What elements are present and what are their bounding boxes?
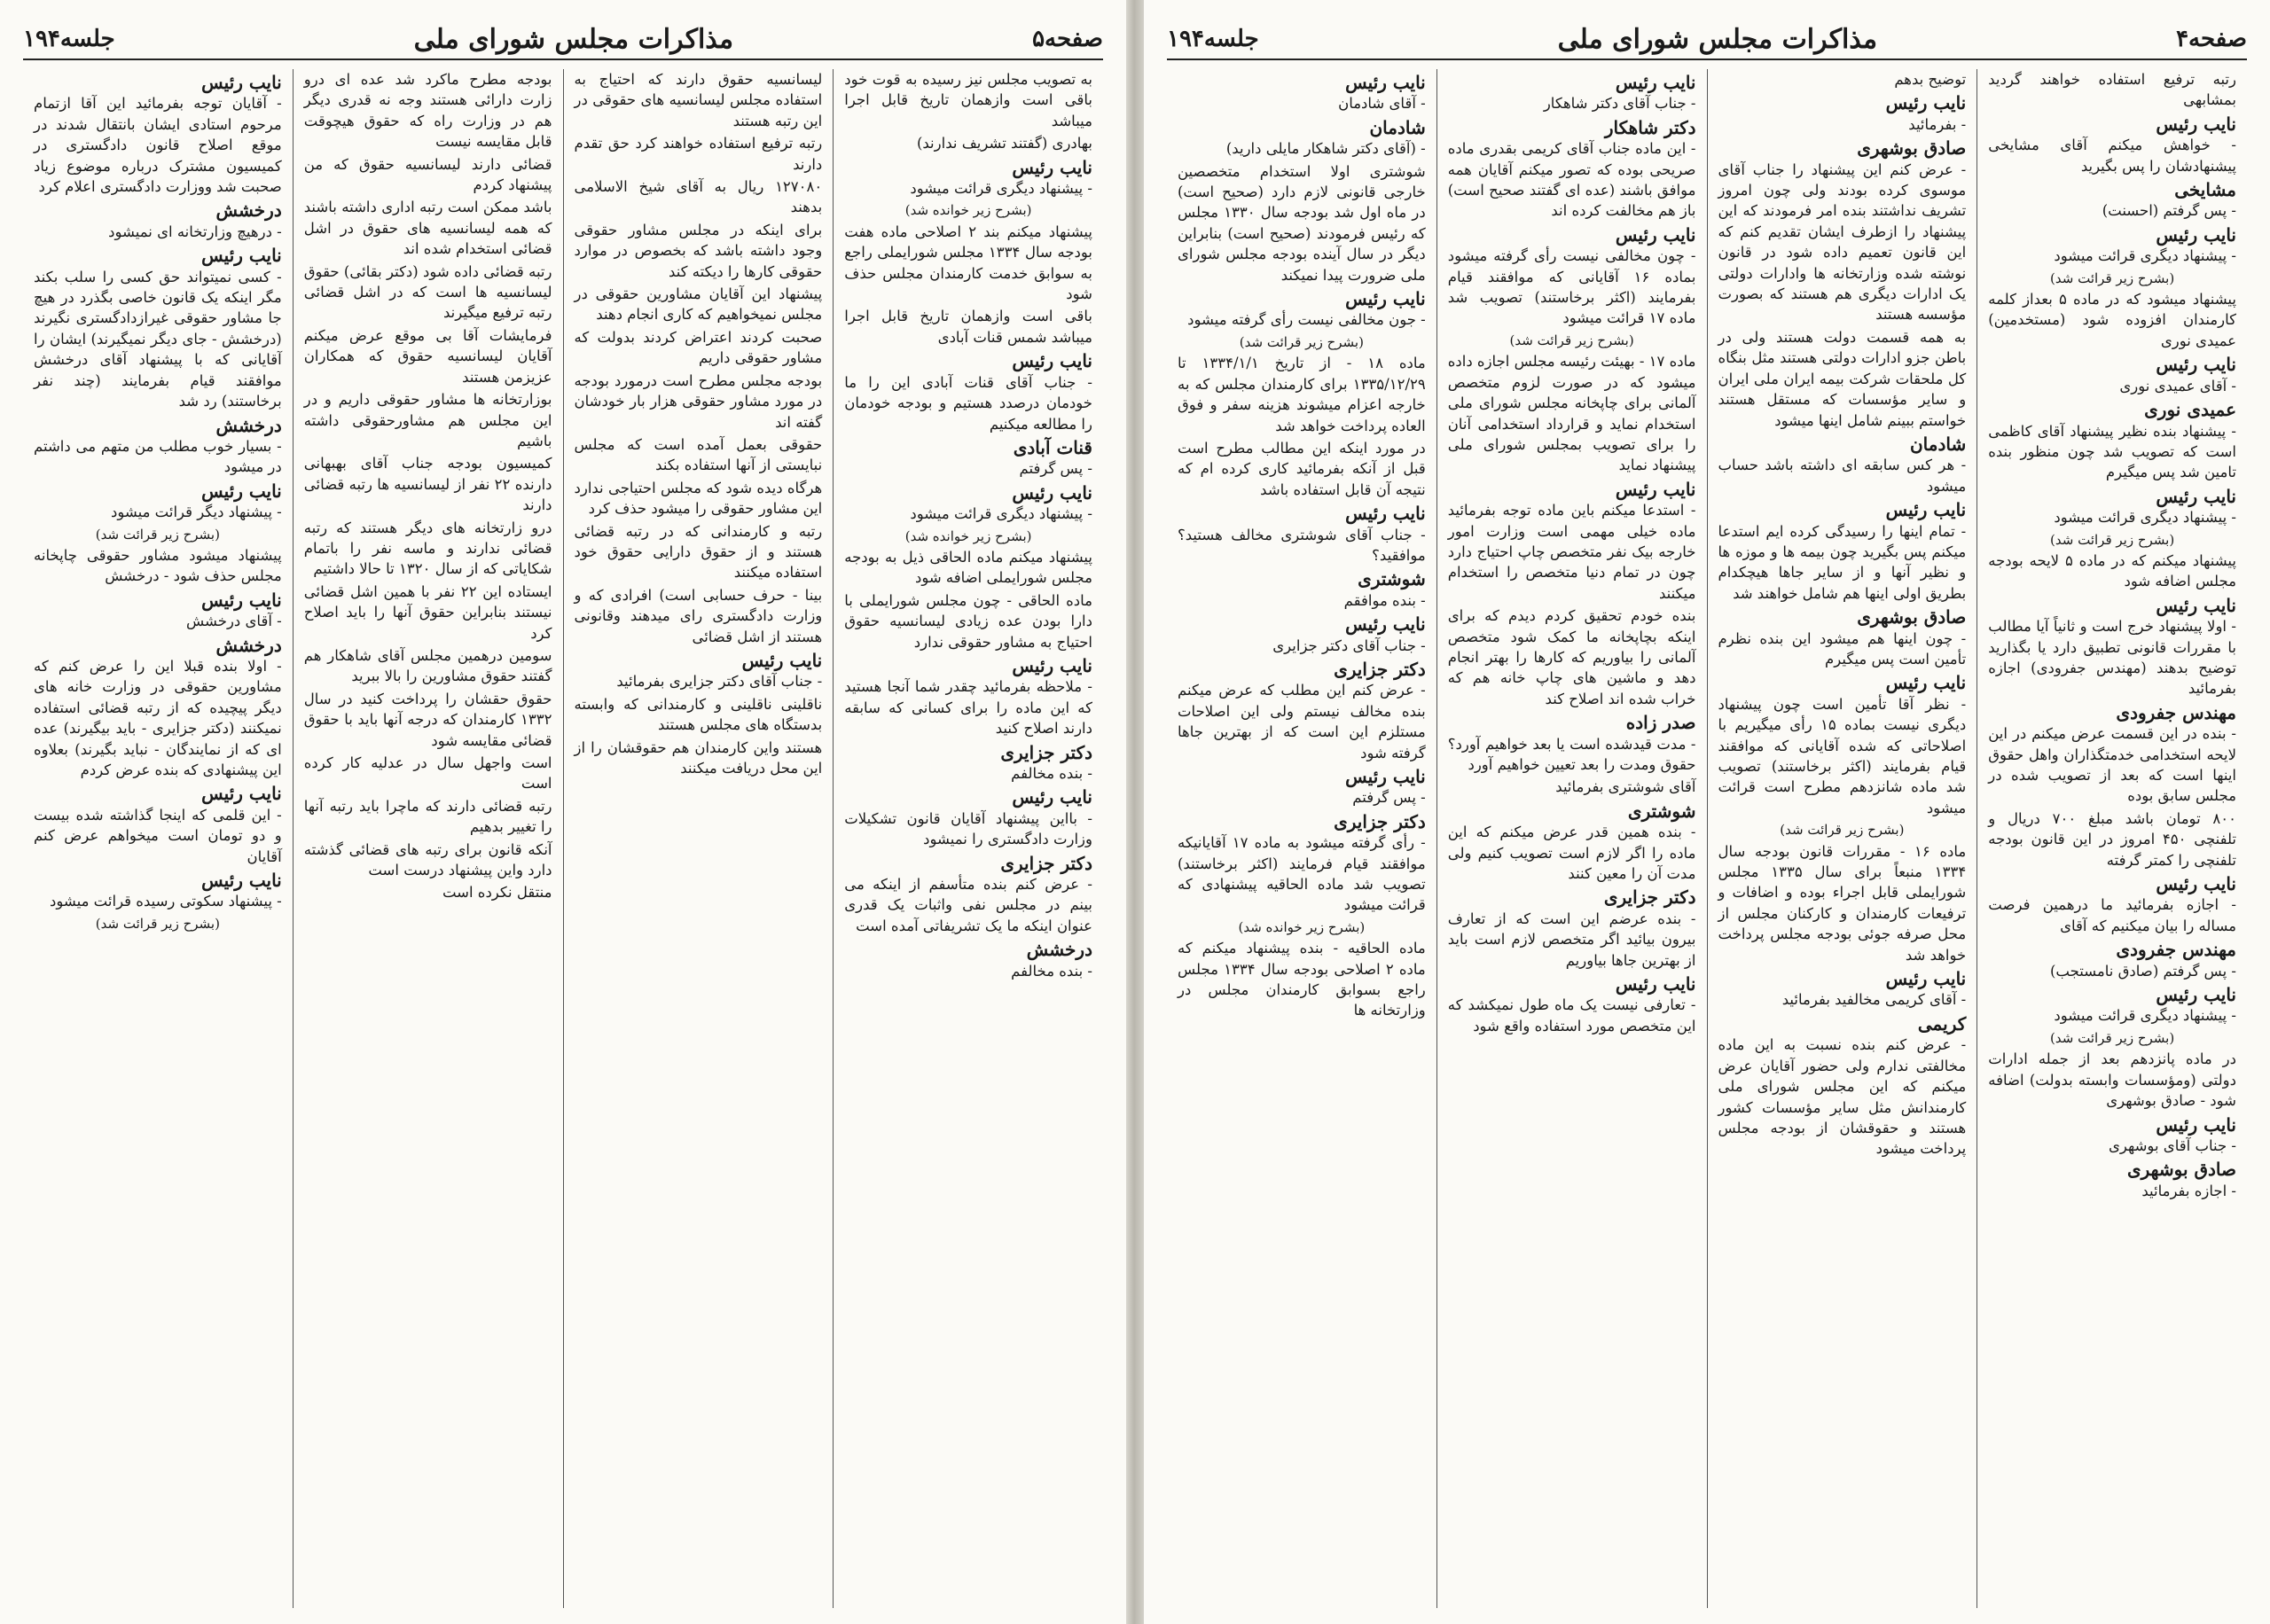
paragraph: - آقای درخشش — [186, 613, 282, 630]
speaker-name: نایب رئیس — [1012, 481, 1092, 504]
procedural-note: (بشرح زیر قرائت شد) — [95, 915, 220, 932]
paragraph: - مدت قیدشده است یا بعد خواهیم آورد؟ حقوق ومدت را بعد تعیین خواهیم آورد — [1447, 735, 1696, 773]
speaker-name: نایب رئیس — [2156, 984, 2236, 1006]
paragraph: - پس گرفتم — [1352, 789, 1426, 807]
paragraph: بودجه مجلس مطرح است درمورد بودجه در مورد مشاور حقوقی هزار بار خودشان گفته اند — [574, 371, 823, 431]
speaker-name: نایب رئیس — [1012, 786, 1092, 808]
procedural-note: (بشرح زیر قرائت شد) — [1239, 333, 1364, 350]
paragraph: - پیشنهاد دیگری قرائت میشود — [910, 505, 1092, 523]
paragraph: آقای شوشتری بفرمائید — [1555, 778, 1696, 796]
paragraph: - پیشنهاد دیگری قرائت میشود — [910, 180, 1092, 198]
speaker-name: مهندس جفرودی — [2116, 701, 2236, 723]
paragraph: - ملاحظه بفرمائید چقدر شما آنجا هستید که این ماده را برای کسانی که سابقه دارند اصلاح کنید — [844, 678, 1092, 738]
paragraph: باقی است وازهمان تاریخ قابل اجرا میباشد شمس قنات آبادی — [844, 308, 1092, 346]
paragraph: - پیشنهاد بنده نظیر پیشنهاد آقای کاظمی است که تصویب شد چون منظور بنده تامین شد پس میگیرم — [1988, 422, 2236, 481]
paragraph: - پس گرفتم (صادق نامستجب) — [2049, 962, 2236, 980]
paragraph: - پس گرفتم — [1019, 460, 1092, 478]
paragraph: پیشنهاد میشود مشاور حقوقی چاپخانه مجلس حذف شود - درخشش — [34, 546, 282, 585]
paragraph: - آقایان توجه بفرمائید این آقا ازتمام مرحوم استادی ایشان بانتقال شدند در موقع اصلاح قانون دادگستری در کمیسیون مشترک درباره موضوع زیاد صحبت شد ووزارت دادگستری اعلام کرد — [34, 95, 282, 196]
paragraph: - جناب آقای دکتر جزایری — [1272, 636, 1426, 654]
right-col-3 — [1436, 69, 1707, 1608]
speaker-name: مهندس جفرودی — [2116, 939, 2236, 961]
paragraph: به تصویب مجلس نیز رسیده به قوت خود باقی است وازهمان تاریخ قابل اجرا میباشد — [844, 71, 1092, 129]
paragraph: - عرض کنم این پیشنهاد را جناب آقای موسوی کرده بودند ولی چون امروز تشریف نداشتند بنده امر فرمودند که این پیشنهاد را ازطرف ایشان تقدیم کنم که این قانون تعمیم داده شود در قانون نوشته شده وزارتخانه ها وادارات دولتی یک ادارات دیگری هم هستند که بصورت مؤسسه هستند — [1718, 160, 1967, 324]
paragraph: - آقای عمیدی نوری — [2119, 377, 2236, 394]
speaker-name: نایب رئیس — [2156, 354, 2236, 376]
procedural-note: (بشرح زیر قرائت شد) — [1509, 332, 1634, 348]
paragraph: - پیشنهاد دیگری قرائت میشود — [2054, 247, 2236, 265]
speaker-name: نایب رئیس — [1885, 92, 1967, 114]
right-col-4 — [1167, 69, 1436, 1608]
left-col-4 — [23, 69, 293, 1608]
paragraph: - آقای شادمان — [1338, 95, 1426, 113]
paragraph: - نظر آقا تأمین است چون پیشنهاد دیگری نیست بماده ۱۵ رأی میگیریم با اصلاحاتی که شده آقایانی که موافقند قیام بفرمایند (اکثر برخاستند) تصویب شد ماده شانزدهم مطرح است قرائت میشود — [1718, 695, 1967, 816]
paragraph: رتبه قضائی داده شود (دکتر بقائی) حقوق لیسانسیه ها است که در اشل قضائی رتبه ترفیع میگیرند — [303, 262, 552, 322]
speaker-name: نایب رئیس — [2156, 223, 2236, 246]
paragraph: حقوق حقشان را پرداخت کنید در سال ۱۳۳۲ کارمندان که درجه آنها باید با حقوق قضائی مقایسه شود — [303, 690, 552, 749]
paragraph: - اولا بنده قبلا این را عرض کنم که مشاورین حقوقی در وزارت خانه های دیگر پیچیده که از رتبه قضائی استفاده نمیکنند (دکتر جزایری - باید بیگیرند) عده ای که از نمایندگان - نباید بگیرند) بعلاوه این پیشنهادی که بنده عرض کردم — [34, 657, 282, 778]
paragraph: - بنده همین قدر عرض میکنم که این ماده را اگر لازم است تصویب کنیم ولی مدت آن را معین کنند — [1447, 824, 1696, 883]
paragraph: پیشنهاد میشود که در ماده ۵ بعداز کلمه کارمندان افزوده شود (مستخدمین) عمیدی نوری — [1988, 291, 2236, 349]
speaker-name: نایب رئیس — [2156, 485, 2236, 507]
paragraph: سومین درهمین مجلس آقای شاهکار هم گفتند حقوق مشاورین را بالا ببرید — [303, 646, 552, 685]
speaker-name: نایب رئیس — [2156, 1113, 2236, 1136]
paragraph: - بنده مخالفم — [1011, 962, 1092, 980]
right-page-title: مذاکرات مجلس شورای ملی — [1557, 23, 1878, 55]
left-page — [0, 0, 1126, 1624]
left-page-header — [23, 20, 1103, 60]
paragraph: درو زارتخانه های دیگر هستند که رتبه قضائی ندارند و ماسه نفر را باتمام شکایاتی که از سال ۱۳۲۰ تا حالا داشتیم — [303, 519, 552, 578]
paragraph: در مورد اینکه این مطالب مطرح است قبل از آنکه بفرمائید کاری کرده ام که نتیجه آن قابل استفاده باشد — [1178, 439, 1426, 498]
paragraph: - بنده در این قسمت عرض میکنم در این لایحه استخدامی خدمتگذاران واهل حقوق اینها است که بعد از تصویب شده در مجلس سابق بوده — [1988, 725, 2236, 805]
speaker-name: نایب رئیس — [1345, 288, 1426, 310]
speaker-name: دکتر جزایری — [1334, 810, 1426, 832]
paragraph: - عرض کنم این مطلب که عرض میکنم بنده مخالف نیستم ولی این اصلاحات مستلزم این است که از بهترین جاها گرفته شود — [1178, 682, 1426, 761]
speaker-name: نایب رئیس — [1885, 499, 1967, 521]
paragraph: - جون مخالفی نیست رأی گرفته میشود — [1187, 311, 1426, 329]
speaker-name: دکتر جزایری — [1603, 886, 1696, 909]
speaker-name: دکتر جزایری — [1000, 852, 1092, 874]
speaker-name: مشایخی — [2174, 179, 2236, 201]
right-page — [1144, 0, 2270, 1624]
speaker-name: شوشتری — [1358, 568, 1426, 590]
paragraph: رتبه و کارمندانی که در رتبه قضائی هستند و از حقوق دارایی حقوق خود استفاده میکنند — [574, 522, 823, 582]
left-col-3 — [293, 69, 563, 1608]
paragraph: ناقلینی ناقلینی و کارمندانی که وابسته بدستگاه های مجلس هستند — [574, 695, 823, 734]
right-page-session: جلسه۱۹۴ — [1167, 26, 1259, 52]
paragraph: ماده ۱۷ - بهیئت رئیسه مجلس اجازه داده میشود که در صورت لزوم متخصص آلمانی برای چاپخانه مجلس شورای ملی استخدام نماید و قرارداد استخدامی آنان را برای تصویب بمجلس شورای ملی پیشنهاد نماید — [1447, 353, 1696, 474]
paragraph: فرمایشات آقا بی موقع عرض میکنم آقایان لیسانسیه حقوق که همکاران عزیزمن هستند — [303, 326, 552, 386]
left-col-1 — [833, 69, 1103, 1608]
left-page-session: جلسه۱۹۴ — [23, 26, 115, 52]
right-col-1 — [1976, 69, 2247, 1608]
paragraph: بهادری (گفتند تشریف ندارند) — [916, 135, 1092, 152]
speaker-name: شوشتری — [1627, 800, 1696, 822]
speaker-name: نایب رئیس — [201, 480, 282, 502]
paragraph: - اجازه بفرمائید — [2141, 1182, 2236, 1199]
paragraph: - عرض کنم بنده متأسفم از اینکه می بینم در مجلس نفی واثبات یک قدری عنوان اینکه ما یک تشریفاتی آمده است — [844, 876, 1092, 934]
paragraph: بینا - حرف حسابی است) افرادی که و وزارت دادگستری رای میدهند وقانونی هستند از اشل قضائی — [574, 586, 823, 645]
speaker-name: دکتر شاهکار — [1604, 116, 1696, 138]
paragraph: - جناب آقای شوشتری مخالف هستید؟ موافقید؟ — [1178, 526, 1426, 564]
paragraph: شوشتری اولا استخدام متخصصین خارجی قانونی لازم دارد (صحیح است) در ماه اول شد بودجه سال ۱۳۳۰ مجلس که رئیس فرمودند (صحیح است) بنابراین دیگر در سال آینده بودجه مجلس شورای ملی ضرورت پیدا نمیکند — [1178, 162, 1426, 284]
paragraph: - پیشنهاد دیگری قرائت میشود — [2054, 1007, 2236, 1025]
speaker-name: نایب رئیس — [1345, 503, 1426, 525]
speaker-name: نایب رئیس — [1615, 478, 1696, 500]
right-page-number: صفحه۴ — [2176, 26, 2247, 52]
speaker-name: نایب رئیس — [201, 72, 282, 93]
procedural-note: (بشرح زیر خوانده شد) — [904, 202, 1032, 219]
paragraph: - جناب آقای بوشهری — [2108, 1136, 2236, 1154]
paragraph: ایستاده این ۲۲ نفر با همین اشل قضائی نیستند بنابراین حقوق آنها را باید اصلاح کرد — [303, 582, 552, 642]
paragraph: پیشنهاد میکنم ماده الحاقی ذیل به بودجه مجلس شورایملی اضافه شود — [844, 548, 1092, 587]
speaker-name: شادمان — [1909, 433, 1967, 455]
paragraph: قضائی دارند لیسانسیه حقوق که من پیشنهاد کردم — [303, 155, 552, 194]
paragraph: - اجازه بفرمائید ما درهمین فرصت مساله را بیان میکنیم که آقای — [1988, 896, 2236, 934]
book-gutter — [1126, 0, 1144, 1624]
paragraph: - این ماده جناب آقای کریمی بقدری ماده صریحی بوده که تصور میکنم آقایان همه موافق باشند (عده ای گفتند صحیح است) باز هم مخالفت کرده اند — [1447, 140, 1696, 220]
paragraph: - پیشنهاد سکوتی رسیده قرائت میشود — [50, 893, 282, 910]
paragraph: هستند واین کارمندان هم حقوقشان را از این محل دریافت میکنند — [574, 738, 823, 777]
paragraph: - پیشنهاد دیگری قرائت میشود — [2054, 509, 2236, 527]
paragraph: منتقل نکرده است — [442, 884, 552, 902]
paragraph: - بااین پیشنهاد آقایان قانون تشکیلات وزارت دادگستری را نمیشود — [844, 809, 1092, 848]
right-col-2 — [1707, 69, 1977, 1608]
procedural-note: (بشرح زیر قرائت شد) — [1780, 822, 1905, 839]
speaker-name: قنات آبادی — [1013, 436, 1092, 458]
paragraph: - بسیار خوب مطلب من متهم می داشتم در میشود — [34, 437, 282, 476]
speaker-name: نایب رئیس — [2156, 873, 2236, 895]
paragraph: باشد ممکن است رتبه اداری داشته باشند که همه لیسانسیه های حقوق در اشل قضائی استخدام شده اند — [303, 199, 552, 258]
paragraph: ماده الحاقیه - بنده پیشنهاد میکنم که ماده ۲ اصلاحی بودجه سال ۱۳۳۴ مجلس راجع بسوابق کارمندان مجلس در وزارتخانه ها — [1178, 940, 1426, 1019]
speaker-name: صادق بوشهری — [1857, 606, 1967, 629]
paragraph: - اولا پیشنهاد خرج است و ثانیاً آیا مطالب با مقررات قانونی تطبیق دارد یا بگذارید توضیح بدهند (مهندس جفرودی) اجازه بفرمائید — [1988, 618, 2236, 698]
paragraph: بودجه مطرح ماکرد شد عده ای درو زارت دارائی هستند وجه نه قدری دیگر هم در وزارت راه که حقوق هیچوقت قابل مقایسه نیست — [303, 71, 552, 151]
paragraph: - عرض کنم بنده نسبت به این ماده مخالفتی ندارم ولی حضور آقایان عرض میکنم که این مجلس شورای ملی کارمندانش مثل سایر مؤسسات کشور هستند و حقوقشان از بودجه مجلس پرداخت میشود — [1718, 1036, 1967, 1158]
speaker-name: نایب رئیس — [1615, 72, 1696, 93]
paragraph: رتبه ترفیع استفاده خواهند گردید بمشابهی — [1988, 71, 2236, 109]
paragraph: است واجهل سال در عدلیه کار کرده است — [303, 754, 552, 792]
paragraph: برای اینکه در مجلس مشاور حقوقی وجود داشته باشد که بخصوص در موارد حقوقی کارها را دیکته کند — [574, 221, 823, 280]
paragraph: - رأی گرفته میشود به ماده ۱۷ آقایانیکه موافقند قیام فرمایند (اکثر برخاستند) تصویب شد ماده الحاقیه پیشنهادی که قرائت میشود — [1178, 834, 1426, 914]
speaker-name: نایب رئیس — [1885, 968, 1967, 990]
paragraph: - جناب آقای دکتر شاهکار — [1543, 95, 1696, 113]
paragraph: - این قلمی که اینجا گذاشته شده بیست و دو تومان است میخواهم عرض کنم آقایان — [34, 806, 282, 865]
procedural-note: (بشرح زیر قرائت شد) — [2050, 1029, 2175, 1046]
right-page-columns — [1167, 69, 2247, 1608]
left-page-title: مذاکرات مجلس شورای ملی — [413, 23, 734, 55]
paragraph: لیسانسیه حقوق دارند که احتیاج به استفاده مجلس لیسانسیه های حقوقی در این رتبه هستند — [574, 71, 823, 129]
speaker-name: کریمی — [1917, 1012, 1967, 1035]
paragraph: - تمام اینها را رسیدگی کرده ایم استدعا میکنم پس بگیرید چون بیمه ها و موزه ها و نظیر آنها و از سایر جاها هیچکدام بطریق اولی اینها هم شامل خواهند شد — [1718, 522, 1967, 602]
paragraph: به همه قسمت دولت هستند ولی در باطن جزو ادارات دولتی هستند مثل بنگاه کل ملحقات شرکت بیمه ایران ملی ایران و سایر مؤسسات که مستقل هستند خواستم ببینم شامل اینها میشود — [1718, 328, 1967, 429]
paragraph: - تعارفی نیست یک ماه طول نمیکشد که این متخصص مورد استفاده واقع شود — [1447, 996, 1696, 1035]
paragraph: - خواهش میکنم آقای مشایخی پیشنهادشان را پس بگیرید — [1988, 137, 2236, 175]
speaker-name: دکتر جزایری — [1334, 658, 1426, 680]
speaker-name: صدر زاده — [1625, 712, 1696, 734]
speaker-name: نایب رئیس — [2156, 594, 2236, 616]
paragraph: - آقای کریمی مخالفید بفرمائید — [1781, 991, 1967, 1009]
paragraph: هرگاه دیده شود که مجلس احتیاجی ندارد این مشاور حقوقی را میشود حذف کرد — [574, 479, 823, 518]
paragraph: ماده الحاقی - چون مجلس شورایملی با دارا بودن عده زیادی لیسانسیه حقوق احتیاج به مشاور حقوقی ندارد — [844, 591, 1092, 651]
speaker-name: نایب رئیس — [1012, 350, 1092, 372]
paragraph: - بفرمائید — [1908, 115, 1967, 133]
paragraph: صحبت کردند اعتراض کردند بدولت که مشاور حقوقی داریم — [574, 328, 823, 367]
paragraph: رتبه ترفیع استفاده خواهند کرد حق تقدم دارند — [574, 135, 823, 173]
speaker-name: نایب رئیس — [1012, 156, 1092, 178]
paragraph: پیشنهاد میکنم بند ۲ اصلاحی ماده هفت بودجه سال ۱۳۳۴ مجلس شورایملی راجع به سوابق خدمت کارمندان مجلس حذف شود — [844, 223, 1092, 303]
paragraph: توضیح بدهم — [1894, 71, 1967, 88]
speaker-name: صادق بوشهری — [1857, 137, 1967, 160]
paragraph: ماده ۱۶ - مقررات قانون بودجه سال ۱۳۳۴ منبعاً برای سال ۱۳۳۵ مجلس شورایملی قابل اجراء بوده و اضافات و ترفیعات کارمندان و کارکنان مجلس از محل صرفه جوئی بودجه مجلس پرداخت خواهد شد — [1718, 842, 1967, 964]
procedural-note: (بشرح زیر قرائت شد) — [95, 526, 220, 543]
paragraph: - جناب آقای دکتر جزایری بفرمائید — [616, 673, 823, 691]
paragraph: - چون مخالفی نیست رأی گرفته میشود بماده ۱۶ آقایانی که موافقند قیام بفرمایند (اکثر برخاستند) تصویب شد ماده ۱۷ قرائت میشود — [1447, 247, 1696, 327]
speaker-name: درخشش — [215, 414, 282, 436]
paragraph: - پیشنهاد دیگر قرائت میشود — [111, 504, 282, 521]
speaker-name: درخشش — [1026, 939, 1092, 961]
paragraph: ۱۲۷۰۸۰ ریال به آقای شیخ الاسلامی بدهند — [574, 178, 823, 216]
speaker-name: نایب رئیس — [201, 870, 282, 892]
procedural-note: (بشرح زیر خوانده شد) — [1238, 918, 1366, 935]
procedural-note: (بشرح زیر خوانده شد) — [904, 527, 1032, 544]
paragraph: کمیسیون بودجه جناب آقای بهبهانی دارنده ۲۲ نفر از لیسانسیه ها رتبه قضائی دارند — [303, 455, 552, 514]
left-page-columns — [23, 69, 1103, 1608]
procedural-note: (بشرح زیر قرائت شد) — [2050, 269, 2175, 286]
speaker-name: دکتر جزایری — [1000, 741, 1092, 763]
left-page-number: صفحه۵ — [1032, 26, 1103, 52]
speaker-name: نایب رئیس — [201, 245, 282, 267]
speaker-name: صادق بوشهری — [2126, 1159, 2236, 1181]
speaker-name: عمیدی نوری — [2144, 399, 2236, 421]
paragraph: - بنده مخالفم — [1011, 765, 1092, 782]
paragraph: حقوقی بعمل آمده است که مجلس نبایستی از آنها استفاده بکند — [574, 435, 823, 474]
paragraph: - کسی نمیتواند حق کسی را سلب بکند مگر اینکه یک قانون خاصی بگذرد در هیچ جا مشاور حقوقی غیرازدادگستری نگیرند (درخشش - جای دیگر نمیگیرند) ایشان را آقایانی که با پیشنهاد آقای درخشش موافقند قیام بفرمایند (چند نفر برخاستند) رد شد — [34, 268, 282, 410]
speaker-name: نایب رئیس — [741, 649, 823, 671]
paragraph: - استدعا میکنم باین ماده توجه بفرمائید ماده خیلی مهمی است وزارت امور خارجه بیک نفر متخصص چاپ احتیاج دارد چون در تمام دنیا متخصص را استخدام میکنند — [1447, 502, 1696, 602]
speaker-name: نایب رئیس — [1615, 223, 1696, 246]
paragraph: - بنده موافقم — [1343, 591, 1426, 609]
paragraph: - جناب آقای قنات آبادی این را ما خودمان درصدد هستیم و بودجه خودمان را مطالعه میکنیم — [844, 373, 1092, 433]
speaker-name: نایب رئیس — [1345, 72, 1426, 93]
paragraph: بوزارتخانه ها مشاور حقوقی داریم و در این مجلس هم مشاورحقوقی داشته باشیم — [303, 391, 552, 449]
speaker-name: درخشش — [215, 634, 282, 656]
speaker-name: نایب رئیس — [201, 783, 282, 805]
paragraph: ماده ۱۸ - از تاریخ ۱۳۳۴/۱/۱ تا ۱۳۳۵/۱۲/۲۹ برای کارمندان مجلس که به خارجه اعزام میشوند هزینه سفر و فوق العاده پرداخت خواهد شد — [1178, 355, 1426, 434]
speaker-name: درخشش — [215, 199, 282, 222]
paragraph: رتبه قضائی دارند که ماچرا باید رتبه آنها را تغییر بدهیم — [303, 797, 552, 836]
speaker-name: نایب رئیس — [1345, 613, 1426, 636]
right-page-header — [1167, 20, 2247, 60]
procedural-note: (بشرح زیر قرائت شد) — [2050, 531, 2175, 548]
paragraph: آنکه قانون برای رتبه های قضائی گذشته دارد واین پیشنهاد درست است — [303, 840, 552, 879]
paragraph: ۸۰۰ تومان باشد مبلغ ۷۰۰ دریال و تلفنچی ۴۵۰ امروز در این قانون بودجه تلفنچی را کمتر گرفته — [1988, 809, 2236, 869]
speaker-name: شادمان — [1369, 116, 1426, 138]
paragraph: - (آقای دکتر شاهکار مایلی دارید) — [1225, 140, 1426, 158]
left-col-2 — [563, 69, 834, 1608]
paragraph: - چون اینها هم میشود این بنده نظرم تأمین است پس میگیرم — [1718, 629, 1967, 668]
paragraph: - پس گرفتم (احسنت) — [2102, 202, 2236, 220]
speaker-name: نایب رئیس — [2156, 113, 2236, 135]
paragraph: پیشنهاد میکنم که در ماده ۵ لایحه بودجه مجلس اضافه شود — [1988, 551, 2236, 590]
speaker-name: نایب رئیس — [1885, 672, 1967, 694]
paragraph: - درهیچ وزارتخانه ای نمیشود — [108, 223, 282, 240]
speaker-name: نایب رئیس — [1345, 766, 1426, 787]
paragraph: بنده خودم تحقیق کردم دیدم که برای اینکه بچاپخانه ما کمک شود متخصص آلمانی را بیاوریم که کارها را بهتر انجام دهد و ماشین های چاپ خانه هم که خراب شده اند اصلاح کند — [1447, 607, 1696, 707]
paragraph: - بنده عرضم این است که از تعارف بیرون بیائید اگر متخصص لازم است باید از بهترین جاها بیاوریم — [1447, 910, 1696, 969]
speaker-name: نایب رئیس — [201, 589, 282, 611]
paragraph: در ماده پانزدهم بعد از جمله ادارات دولتی (ومؤسسات وابسته بدولت) اضافه شود - صادق بوشهری — [1988, 1050, 2236, 1110]
paragraph: - هر کس سابقه ای داشته باشد حساب میشود — [1718, 457, 1967, 495]
speaker-name: نایب رئیس — [1012, 654, 1092, 676]
paragraph: پیشنهاد این آقایان مشاورین حقوقی در مجلس نمیخواهیم که کاری انجام دهند — [574, 285, 823, 324]
speaker-name: نایب رئیس — [1615, 973, 1696, 995]
